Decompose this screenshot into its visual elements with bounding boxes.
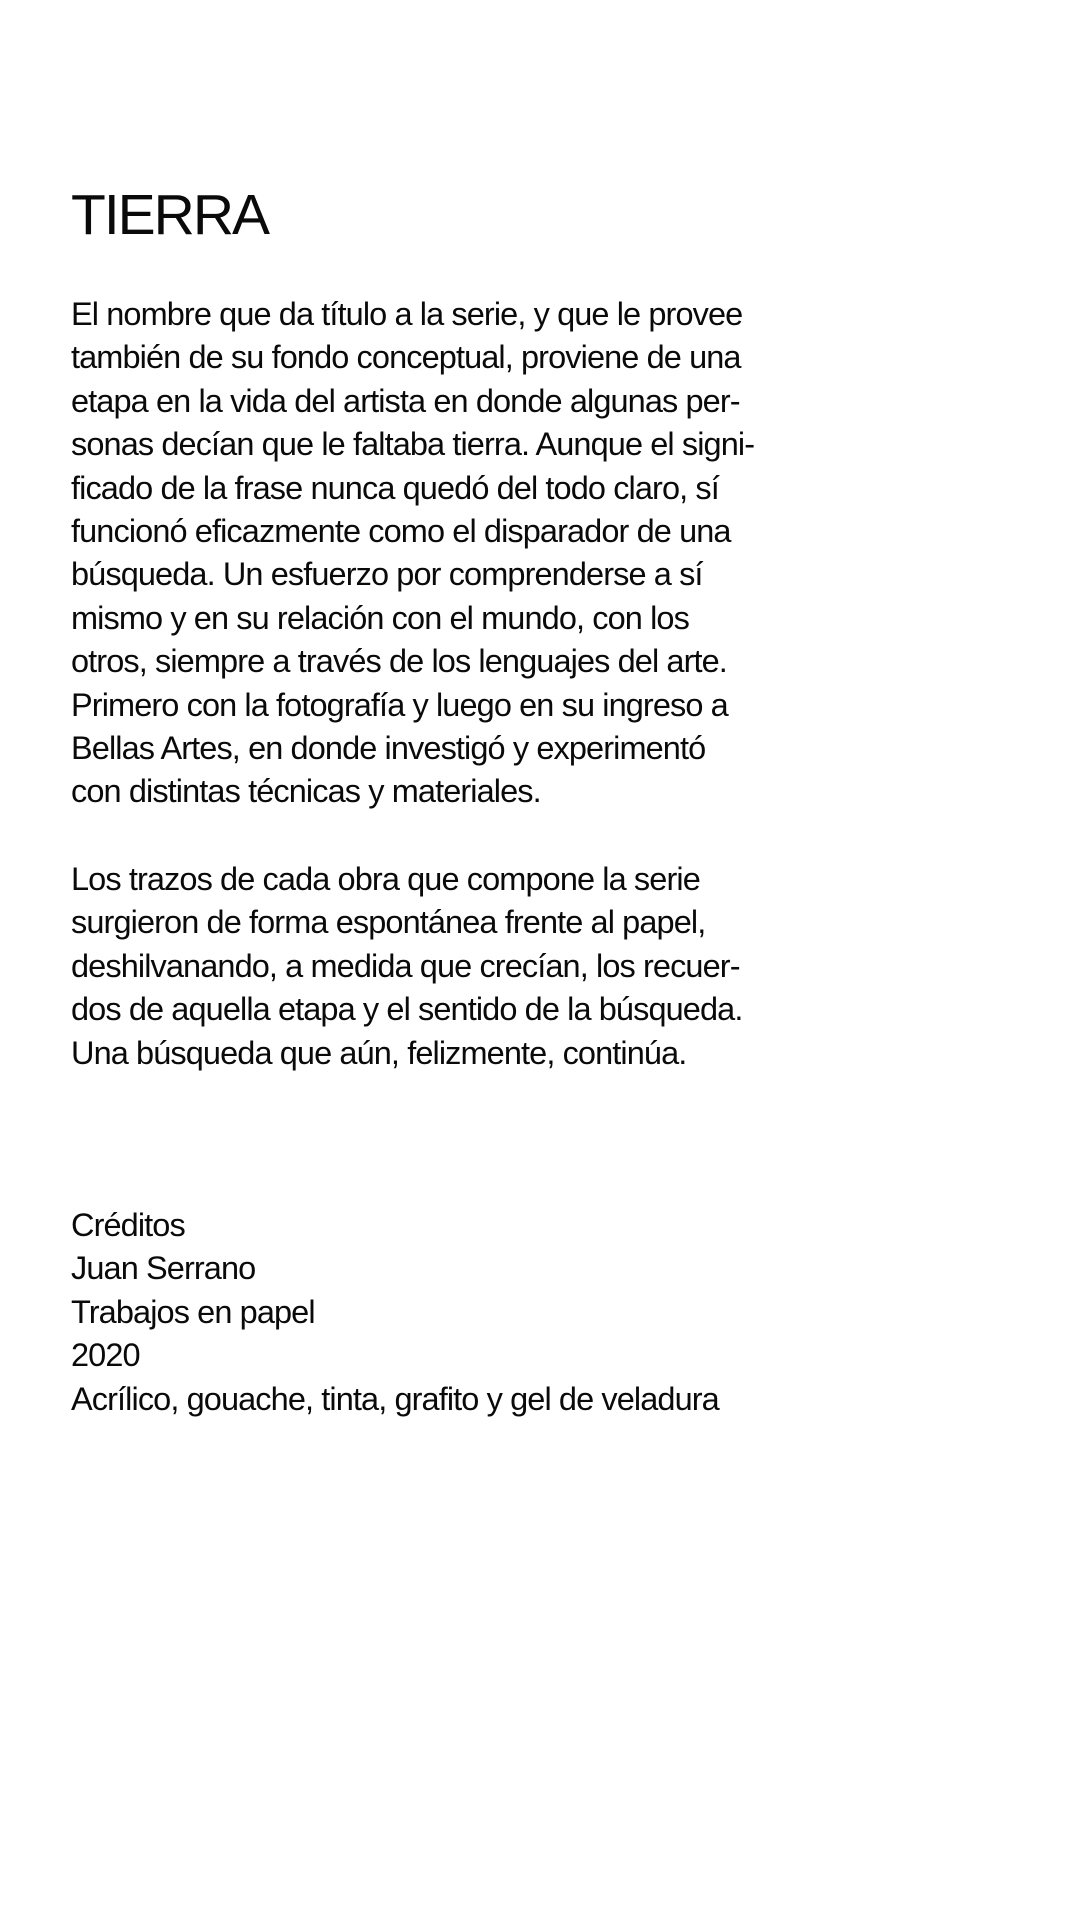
- page-title: TIERRA: [71, 183, 269, 247]
- description-paragraph-1: [71, 293, 754, 814]
- description-paragraph-2: [71, 858, 742, 1075]
- credits-year: 2020: [71, 1337, 140, 1374]
- paragraph-line: Bellas Artes, en donde investigó y experimentó: [71, 730, 706, 767]
- document-body: [71, 183, 871, 1417]
- paragraph-line: ficado de la frase nunca quedó del todo claro, sí: [71, 469, 719, 506]
- paragraph-line: El nombre que da título a la serie, y que le provee: [71, 296, 743, 332]
- credits-block: [71, 1204, 719, 1421]
- credits-series: Trabajos en papel: [71, 1293, 315, 1330]
- credits-materials: Acrílico, gouache, tinta, grafito y gel de veladura: [71, 1380, 719, 1417]
- paragraph-line: Los trazos de cada obra que compone la serie: [71, 861, 700, 897]
- paragraph-line: funcionó eficazmente como el disparador de una: [71, 513, 731, 550]
- paragraph-line: búsqueda. Un esfuerzo por comprenderse a sí: [71, 556, 703, 593]
- paragraph-line: mismo y en su relación con el mundo, con los: [71, 599, 689, 636]
- credits-artist: Juan Serrano: [71, 1250, 256, 1287]
- paragraph-line: etapa en la vida del artista en donde algunas per-: [71, 382, 740, 419]
- paragraph-line: Primero con la fotografía y luego en su ingreso a: [71, 686, 728, 723]
- paragraph-line: Una búsqueda que aún, felizmente, continúa.: [71, 1034, 687, 1071]
- credits-heading: Créditos: [71, 1207, 185, 1243]
- paragraph-line: sonas decían que le faltaba tierra. Aunque el signi-: [71, 426, 755, 463]
- paragraph-line: con distintas técnicas y materiales.: [71, 773, 541, 810]
- paragraph-line: deshilvanando, a medida que crecían, los recuer-: [71, 947, 740, 984]
- paragraph-line: dos de aquella etapa y el sentido de la búsqueda.: [71, 991, 743, 1028]
- paragraph-line: también de su fondo conceptual, proviene de una: [71, 339, 741, 376]
- paragraph-line: surgieron de forma espontánea frente al papel,: [71, 904, 706, 941]
- paragraph-line: otros, siempre a través de los lenguajes del arte.: [71, 643, 727, 680]
